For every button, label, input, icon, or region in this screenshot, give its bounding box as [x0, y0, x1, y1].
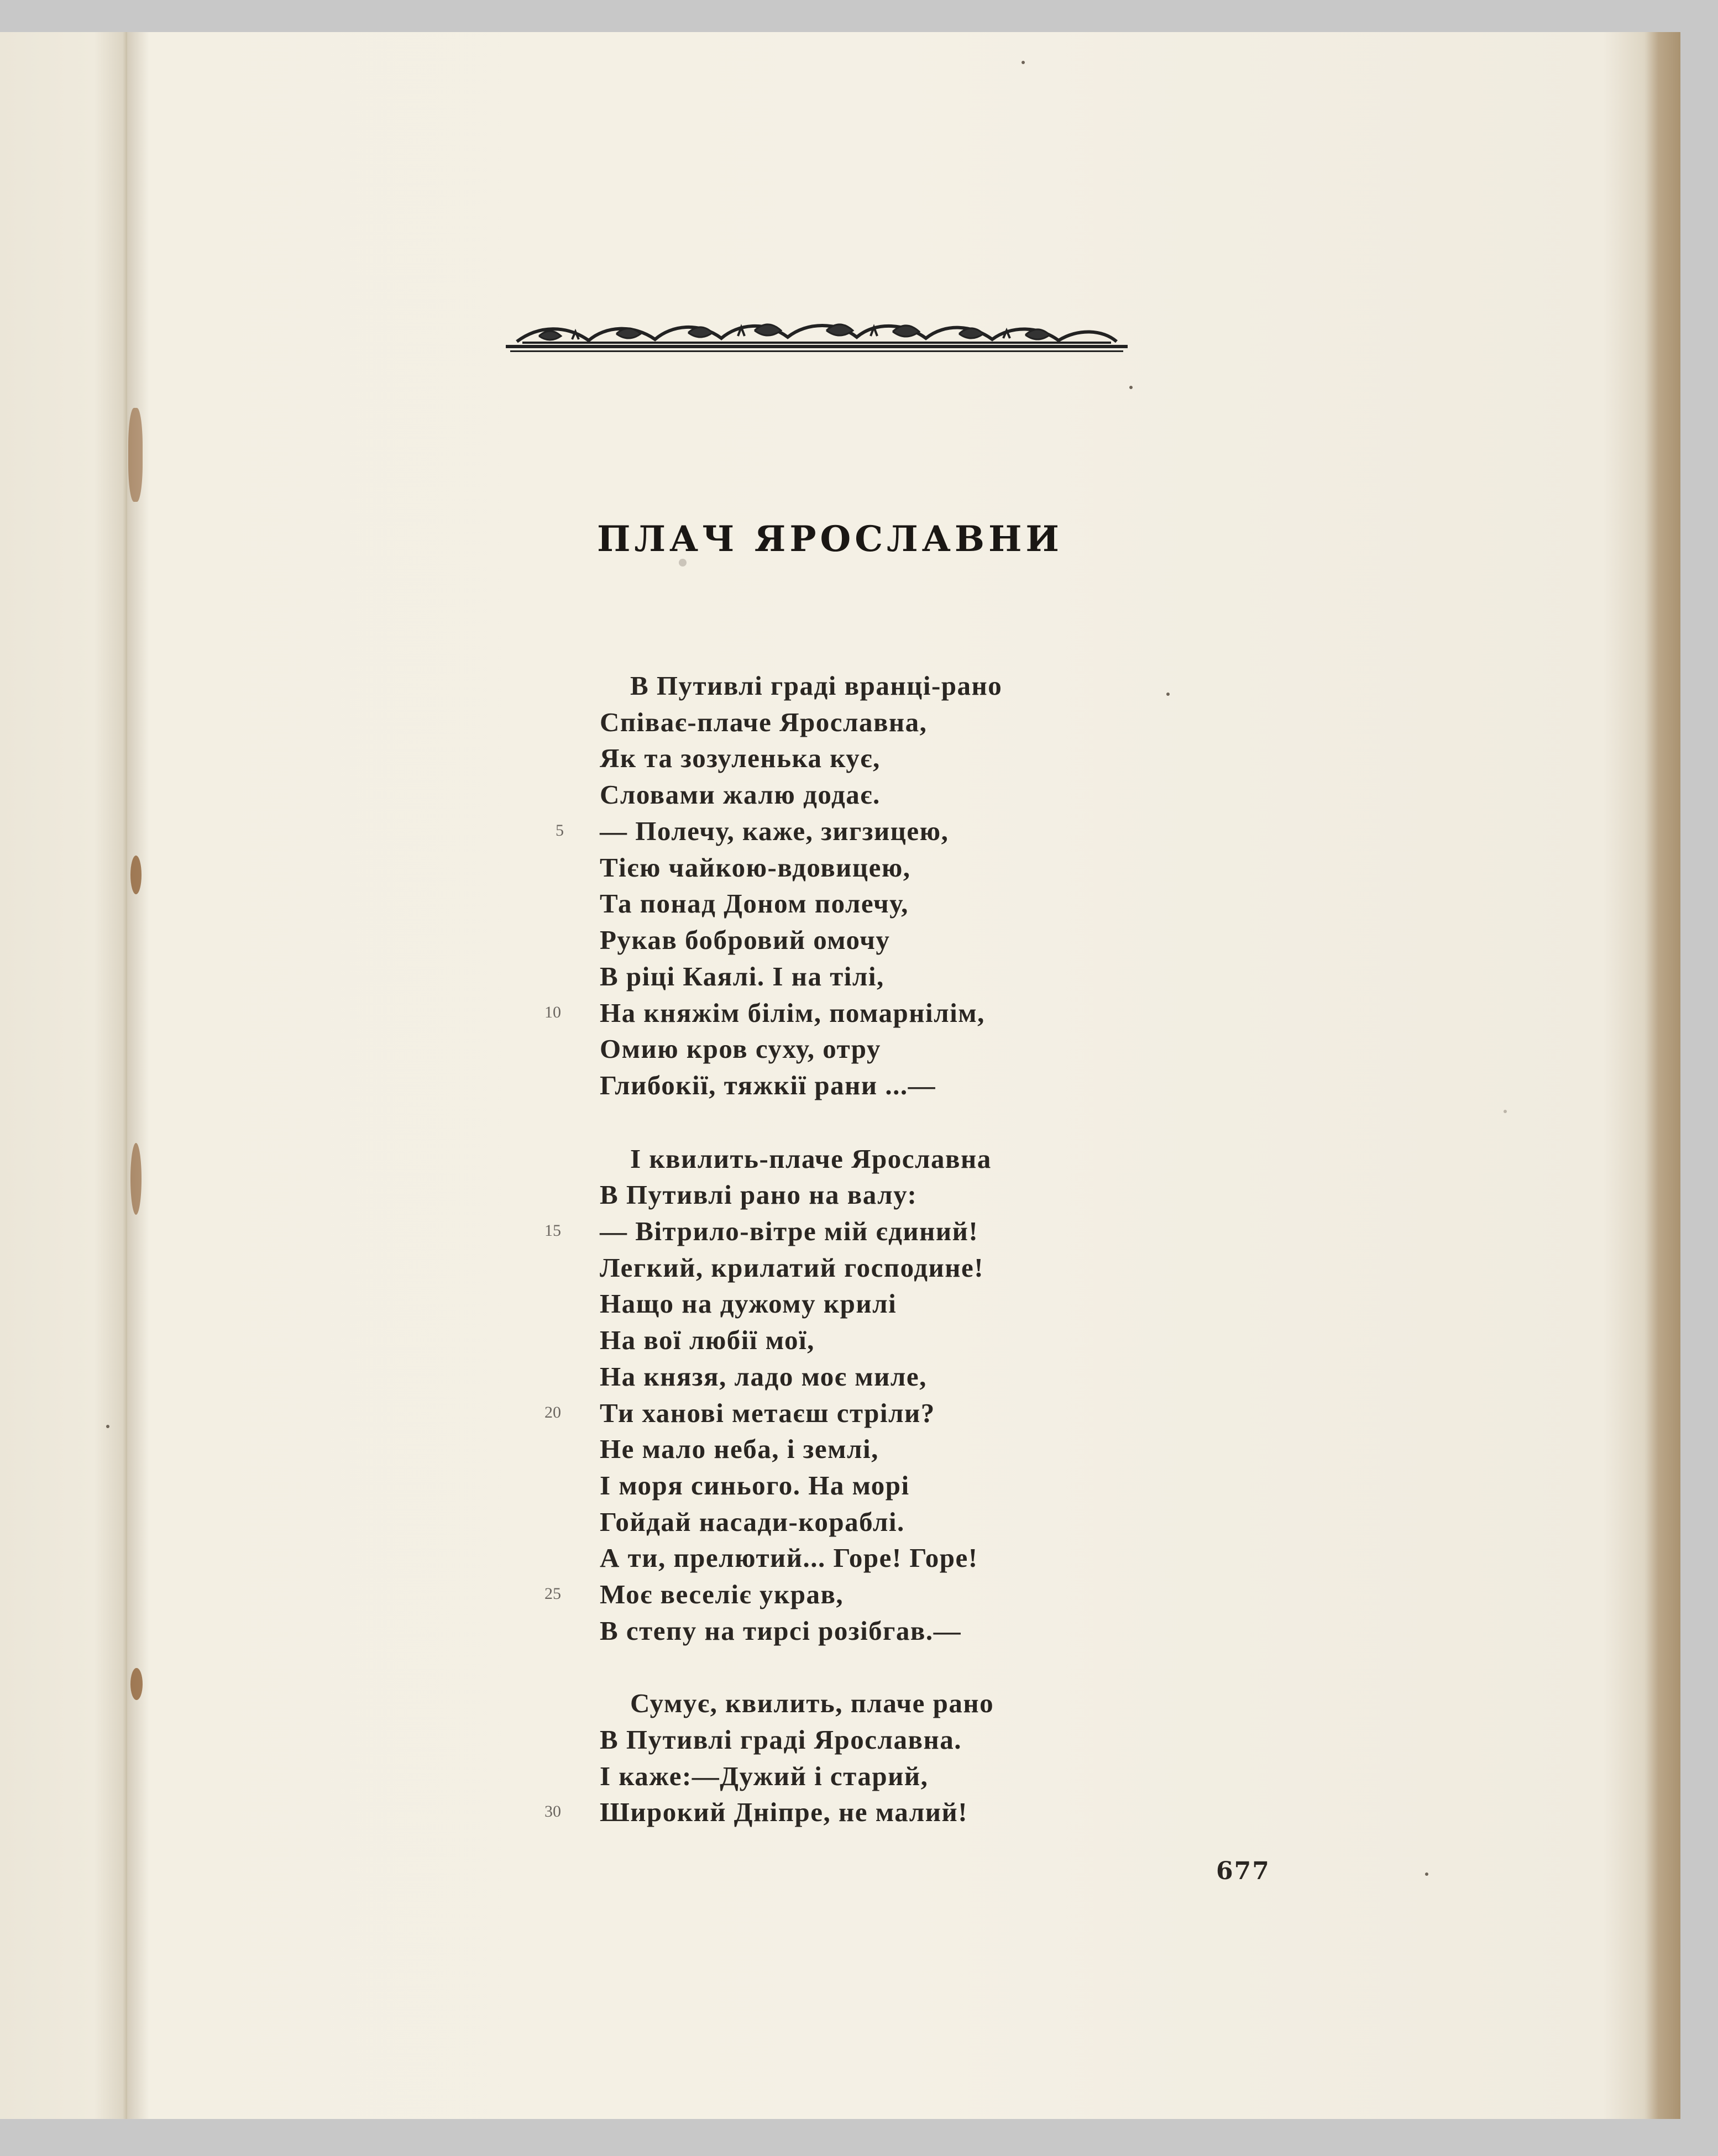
- decorative-ornament: [506, 314, 1128, 358]
- poem-line: — Вітрило-вітре мій єдиний!: [600, 1216, 979, 1246]
- poem-line: Тією чайкою-вдовицею,: [600, 852, 911, 883]
- poem-line: В степу на тирсі розібгав.—: [600, 1615, 962, 1646]
- poem-line: І квилить-плаче Ярославна: [630, 1143, 992, 1174]
- poem-line: Сумує, квилить, плаче рано: [630, 1688, 994, 1718]
- poem-line: На вої любії мої,: [600, 1325, 815, 1355]
- binding-stain: [128, 408, 143, 502]
- poem-line: Омию кров суху, отру: [600, 1034, 881, 1064]
- poem-line: В ріці Каялі. І на тілі,: [600, 961, 884, 992]
- poem-line: В Путивлі граді Ярославна.: [600, 1724, 962, 1755]
- poem-line: А ти, прелютий... Горе! Горе!: [600, 1543, 978, 1573]
- page-speck: [1425, 1872, 1428, 1876]
- poem-title: ПЛАЧ ЯРОСЛАВНИ: [597, 518, 1063, 560]
- poem-line: Рукав бобровий омочу: [600, 925, 891, 955]
- binding-stain: [130, 856, 142, 894]
- poem-line: Моє веселіє украв,: [600, 1579, 844, 1609]
- gutter-shadow: [127, 32, 149, 2119]
- page-speck: [1166, 693, 1170, 696]
- binding-stain: [130, 1143, 142, 1215]
- book-gutter: [0, 32, 127, 2119]
- poem-line: Ти ханові метаєш стріли?: [600, 1398, 935, 1428]
- poem-line: І каже:—Дужий і старий,: [600, 1761, 929, 1791]
- poem-line: — Полечу, каже, зигзицею,: [600, 816, 949, 846]
- poem-line: Та понад Доном полечу,: [600, 888, 909, 919]
- poem-line: Легкий, крилатий господине!: [600, 1252, 984, 1283]
- poem-line: Гойдай насади-кораблі.: [600, 1507, 905, 1537]
- poem-line: В Путивлі рано на валу:: [600, 1179, 918, 1210]
- poem-line: Словами жалю додає.: [600, 779, 881, 810]
- line-number: 5: [556, 821, 564, 840]
- line-number: 30: [544, 1802, 561, 1821]
- page-speck: [679, 559, 687, 566]
- poem-line: І моря синього. На морі: [600, 1470, 910, 1501]
- binding-stain: [130, 1668, 143, 1700]
- poem-line: Співає-плаче Ярославна,: [600, 707, 928, 737]
- page-number: 677: [1216, 1857, 1270, 1885]
- poem-line: Глибокії, тяжкії рани ...—: [600, 1070, 936, 1100]
- line-number: 20: [544, 1403, 561, 1421]
- poem-line: Нащо на дужому крилі: [600, 1288, 897, 1319]
- page-speck: [1129, 386, 1133, 389]
- poem-line: Як та зозуленька кує,: [600, 743, 881, 773]
- poem-line: На княжім білім, помарнілім,: [600, 998, 985, 1028]
- page-speck: [106, 1425, 109, 1428]
- poem-line: Широкий Дніпре, не малий!: [600, 1797, 968, 1827]
- page-speck: [1022, 61, 1025, 64]
- poem-line: В Путивлі граді вранці-рано: [630, 670, 1003, 701]
- poem-line: Не мало неба, і землі,: [600, 1434, 879, 1464]
- line-number: 25: [544, 1585, 561, 1603]
- poem-line: На князя, ладо моє миле,: [600, 1361, 927, 1392]
- book-page: [0, 32, 1680, 2119]
- line-number: 10: [544, 1003, 561, 1021]
- line-number: 15: [544, 1221, 561, 1240]
- page-speck: [1504, 1110, 1507, 1113]
